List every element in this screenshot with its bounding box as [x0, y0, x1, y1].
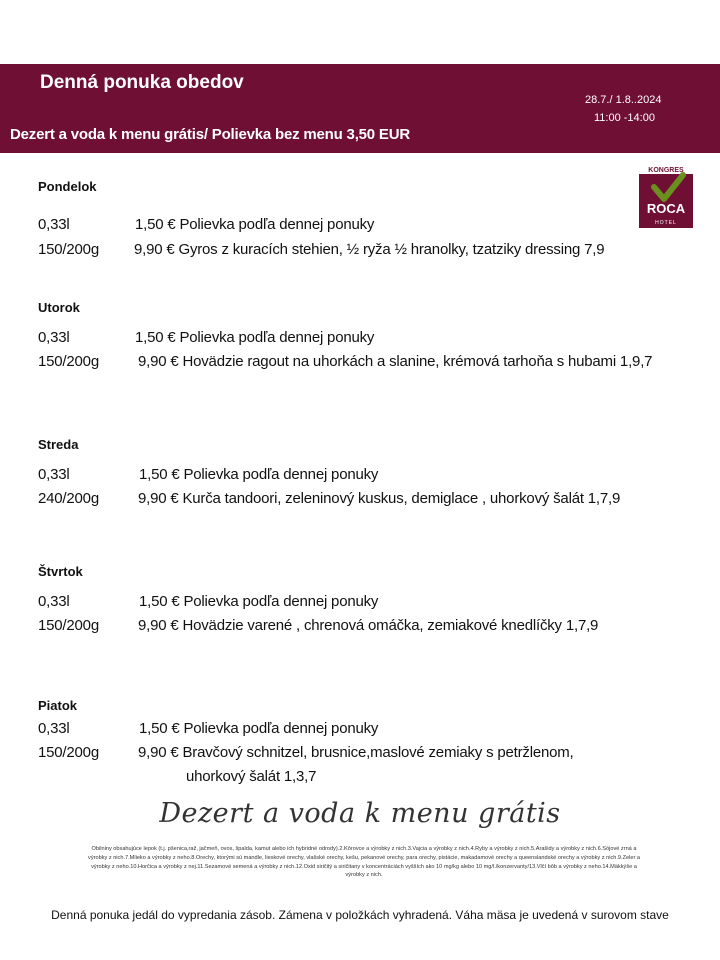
soup-qty: 0,33l: [38, 216, 70, 233]
main-qty: 150/200g: [38, 744, 99, 761]
header-dates: 28.7./ 1.8..2024: [585, 94, 662, 106]
soup-item: 1,50 € Polievka podľa dennej ponuky: [135, 329, 375, 346]
soup-qty: 0,33l: [38, 593, 70, 610]
main-qty: 150/200g: [38, 353, 99, 370]
page-title: Denná ponuka obedov: [40, 72, 244, 93]
main-qty: 240/200g: [38, 490, 99, 507]
header-hours: 11:00 -14:00: [594, 112, 655, 124]
main-item: 9,90 € Hovädzie varené , chrenová omáčka, zemiakové knedlíčky 1,7,9: [138, 617, 599, 634]
main-item: 9,90 € Bravčový schnitzel, brusnice,maslové zemiaky s petržlenom,: [138, 744, 574, 761]
logo-bottom-text: HOTEL: [655, 220, 677, 226]
logo-top-text: KONGRES: [648, 167, 684, 174]
soup-qty: 0,33l: [38, 720, 70, 737]
main-item: 9,90 € Gyros z kuracích stehien, ½ ryža ½ hranolky, tzatziky dressing 7,9: [134, 241, 605, 258]
header-subtitle: Dezert a voda k menu grátis/ Polievka bez menu 3,50 EUR: [10, 126, 410, 143]
soup-item: 1,50 € Polievka podľa dennej ponuky: [135, 216, 375, 233]
day-title-thursday: Štvrtok: [38, 564, 83, 579]
main-qty: 150/200g: [38, 241, 99, 258]
soup-qty: 0,33l: [38, 329, 70, 346]
logo-name: ROCA: [646, 201, 686, 216]
soup-qty: 0,33l: [38, 466, 70, 483]
soup-item: 1,50 € Polievka podľa dennej ponuky: [139, 593, 379, 610]
main-item-continued: uhorkový šalát 1,3,7: [186, 768, 317, 785]
main-item: 9,90 € Hovädzie ragout na uhorkách a slanine, krémová tarhoňa s hubami 1,9,7: [138, 353, 653, 370]
roca-hotel-logo: [637, 163, 695, 229]
soup-item: 1,50 € Polievka podľa dennej ponuky: [139, 720, 379, 737]
allergen-list: Obilniny obsahujúce lepok (t.j. pšenica,raž, jačmeň, ovos, špalda, kamut alebo ich hybridné odrody).2.Kôrovce a výrobky z nich.3.Vajcia a výrobky z nich.4.Ryby a výrobky z nich.5.Arašidy a výrobky z nich.6.Sójové zrná a výrobky z nich.7.Mlieko a výrobky z neho.8.Orechy, ktorými sú mandle, lieskové orechy, vlašské orechy, kešu, pekanové orechy, para orechy, pistácie, makadamové orechy a queenslandské orechy a výrobky z nich.9.Zeler a výrobky z neho.10.Horčica a výrobky z nej.11.Sezamové semená a výrobky z nich.12.Oxid siričitý a siričitany v koncentráciách vyšších ako 10 mg/kg alebo 10 mg/l./konzervanty/13.Vlčí bôb a výrobky z neho.14.Mäkkýše a výrobky z nich.: [88, 846, 640, 879]
day-title-friday: Piatok: [38, 698, 78, 713]
soup-item: 1,50 € Polievka podľa dennej ponuky: [139, 466, 379, 483]
day-title-wednesday: Streda: [38, 437, 79, 452]
day-title-tuesday: Utorok: [38, 300, 80, 315]
main-item: 9,90 € Kurča tandoori, zeleninový kuskus, demiglace , uhorkový šalát 1,7,9: [138, 490, 621, 507]
day-title-monday: Pondelok: [38, 179, 97, 194]
main-qty: 150/200g: [38, 617, 99, 634]
footer-note: Denná ponuka jedál do vypredania zásob. Zámena v položkách vyhradená. Váha mäsa je uvedená v surovom stave: [51, 908, 669, 922]
dessert-note: Dezert a voda k menu grátis: [159, 798, 561, 829]
